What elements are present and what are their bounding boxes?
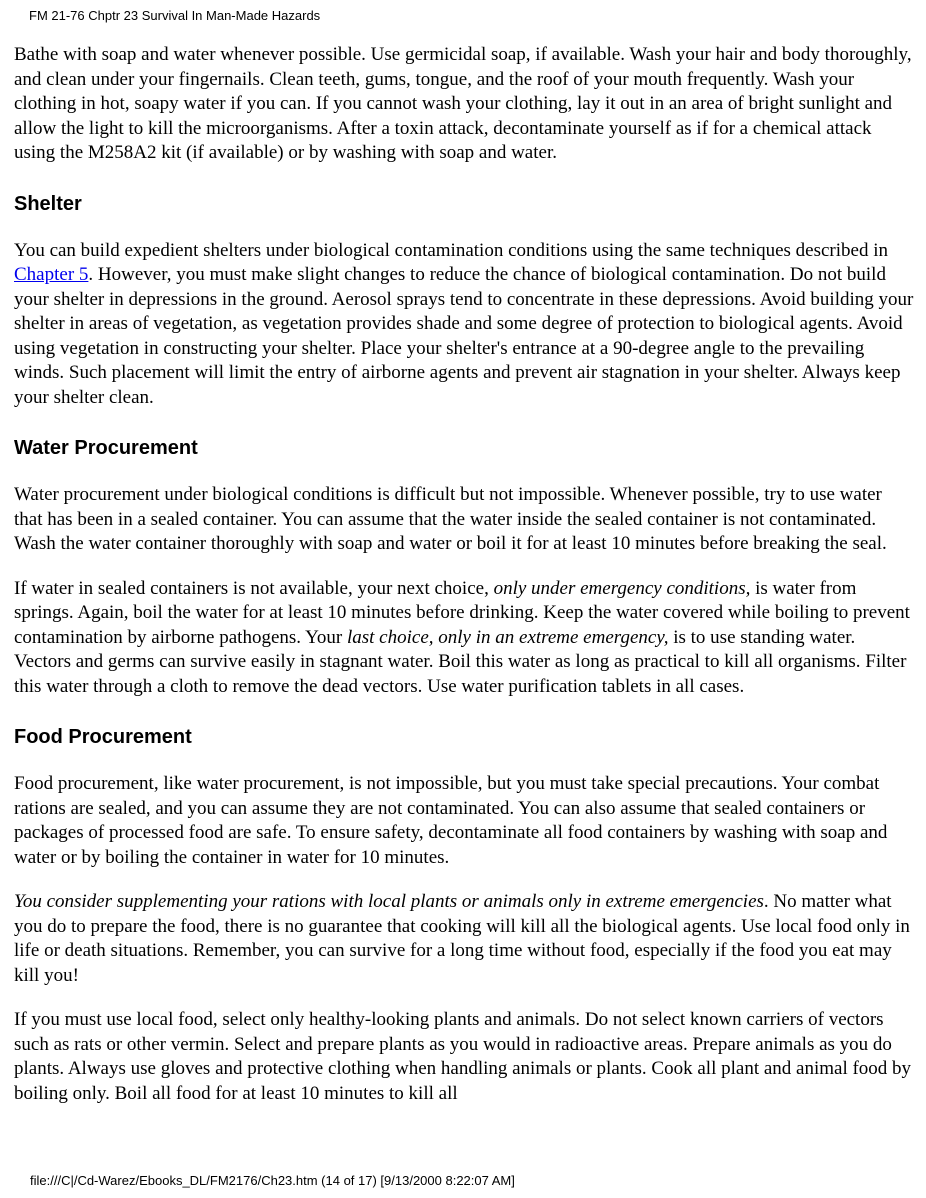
paragraph-water-1: Water procurement under biological conditions is difficult but not impossible. Whenever possible, try to use water that has been in a sealed container. You can assume that the water inside the sealed container is not contaminated. Wash the water container thoroughly with soap and water or boil it for at least 10 minutes before breaking the seal.	[14, 484, 887, 554]
paragraph-text: You can build expedient shelters under biological contamination conditions using the same techniques described in	[14, 239, 888, 261]
document-footer-filepath: file:///C|/Cd-Warez/Ebooks_DL/FM2176/Ch23.htm (14 of 17) [9/13/2000 8:22:07 AM]	[30, 1173, 515, 1188]
emphasis-text: only under emergency conditions,	[493, 577, 751, 599]
heading-shelter: Shelter	[14, 192, 82, 215]
paragraph-hygiene: Bathe with soap and water whenever possible. Use germicidal soap, if available. Wash your hair and body thoroughly, and clean under your fingernails. Clean teeth, gums, tongue, and the roof of your mouth frequently. Wash your clothing in hot, soapy water if you can. If you cannot wash your clothing, lay it out in an area of bright sunlight and allow the light to kill the microorganisms. After a toxin attack, decontaminate yourself as if for a chemical attack using the M258A2 kit (if available) or by washing with soap and water.	[14, 44, 912, 163]
paragraph-shelter	[14, 239, 914, 411]
paragraph-text: . However, you must make slight changes to reduce the chance of biological contamination. Do not build your shelter in depressions in the ground. Aerosol sprays tend to concentrate in these depressions. Avoid building your shelter in areas of vegetation, as vegetation provides shade and some degree of protection to biological agents. Avoid using vegetation in constructing your shelter. Place your shelter's entrance at a 90-degree angle to the prevailing winds. Such placement will limit the entry of airborne agents and prevent air stagnation in your shelter. Always keep your shelter clean.	[14, 264, 914, 408]
chapter-5-link[interactable]: Chapter 5	[14, 264, 89, 285]
paragraph-text: . No matter what you do to prepare the food, there is no guarantee that cooking will kill all the biological agents. Use local food only in life or death situations. Remember, you can survive for a long time without food, especially if the food you eat may kill you!	[14, 891, 910, 986]
heading-water-procurement: Water Procurement	[14, 437, 198, 459]
paragraph-water-2	[14, 577, 914, 700]
paragraph-text: If water in sealed containers is not available, your next choice,	[14, 577, 494, 599]
emphasis-text: last choice, only in an extreme emergency,	[346, 626, 669, 648]
document-header-title: FM 21-76 Chptr 23 Survival In Man-Made Hazards	[29, 8, 321, 23]
paragraph-food-3: If you must use local food, select only healthy-looking plants and animals. Do not select known carriers of vectors such as rats or other vermin. Select and prepare plants as you would in radioactive areas. Prepare animals as you do plants. Always use gloves and protective clothing when handling animals or plants. Cook all plant and animal food by boiling only. Boil all food for at least 10 minutes to kill all	[14, 1009, 912, 1104]
paragraph-food-1: Food procurement, like water procurement, is not impossible, but you must take special precautions. Your combat rations are sealed, and you can assume they are not contaminated. You can also assume that sealed containers or packages of processed food are safe. To ensure safety, decontaminate all food containers by washing with soap and water or by boiling the container in water for 10 minutes.	[14, 773, 888, 868]
heading-food-procurement: Food Procurement	[14, 726, 192, 748]
paragraph-text: is water from springs. Again, boil the water for at least 10 minutes before drinking. Keep the water covered while boiling to prevent contamination by airborne pathogens. Your	[14, 577, 910, 648]
paragraph-food-2	[14, 890, 914, 988]
emphasis-text: You consider supplementing your rations with local plants or animals only in extreme emergencies	[14, 891, 764, 912]
paragraph-text: is to use standing water. Vectors and germs can survive easily in stagnant water. Boil this water as long as practical to kill all organisms. Filter this water through a cloth to remove the dead vectors. Use water purification tablets in all cases.	[14, 626, 907, 697]
